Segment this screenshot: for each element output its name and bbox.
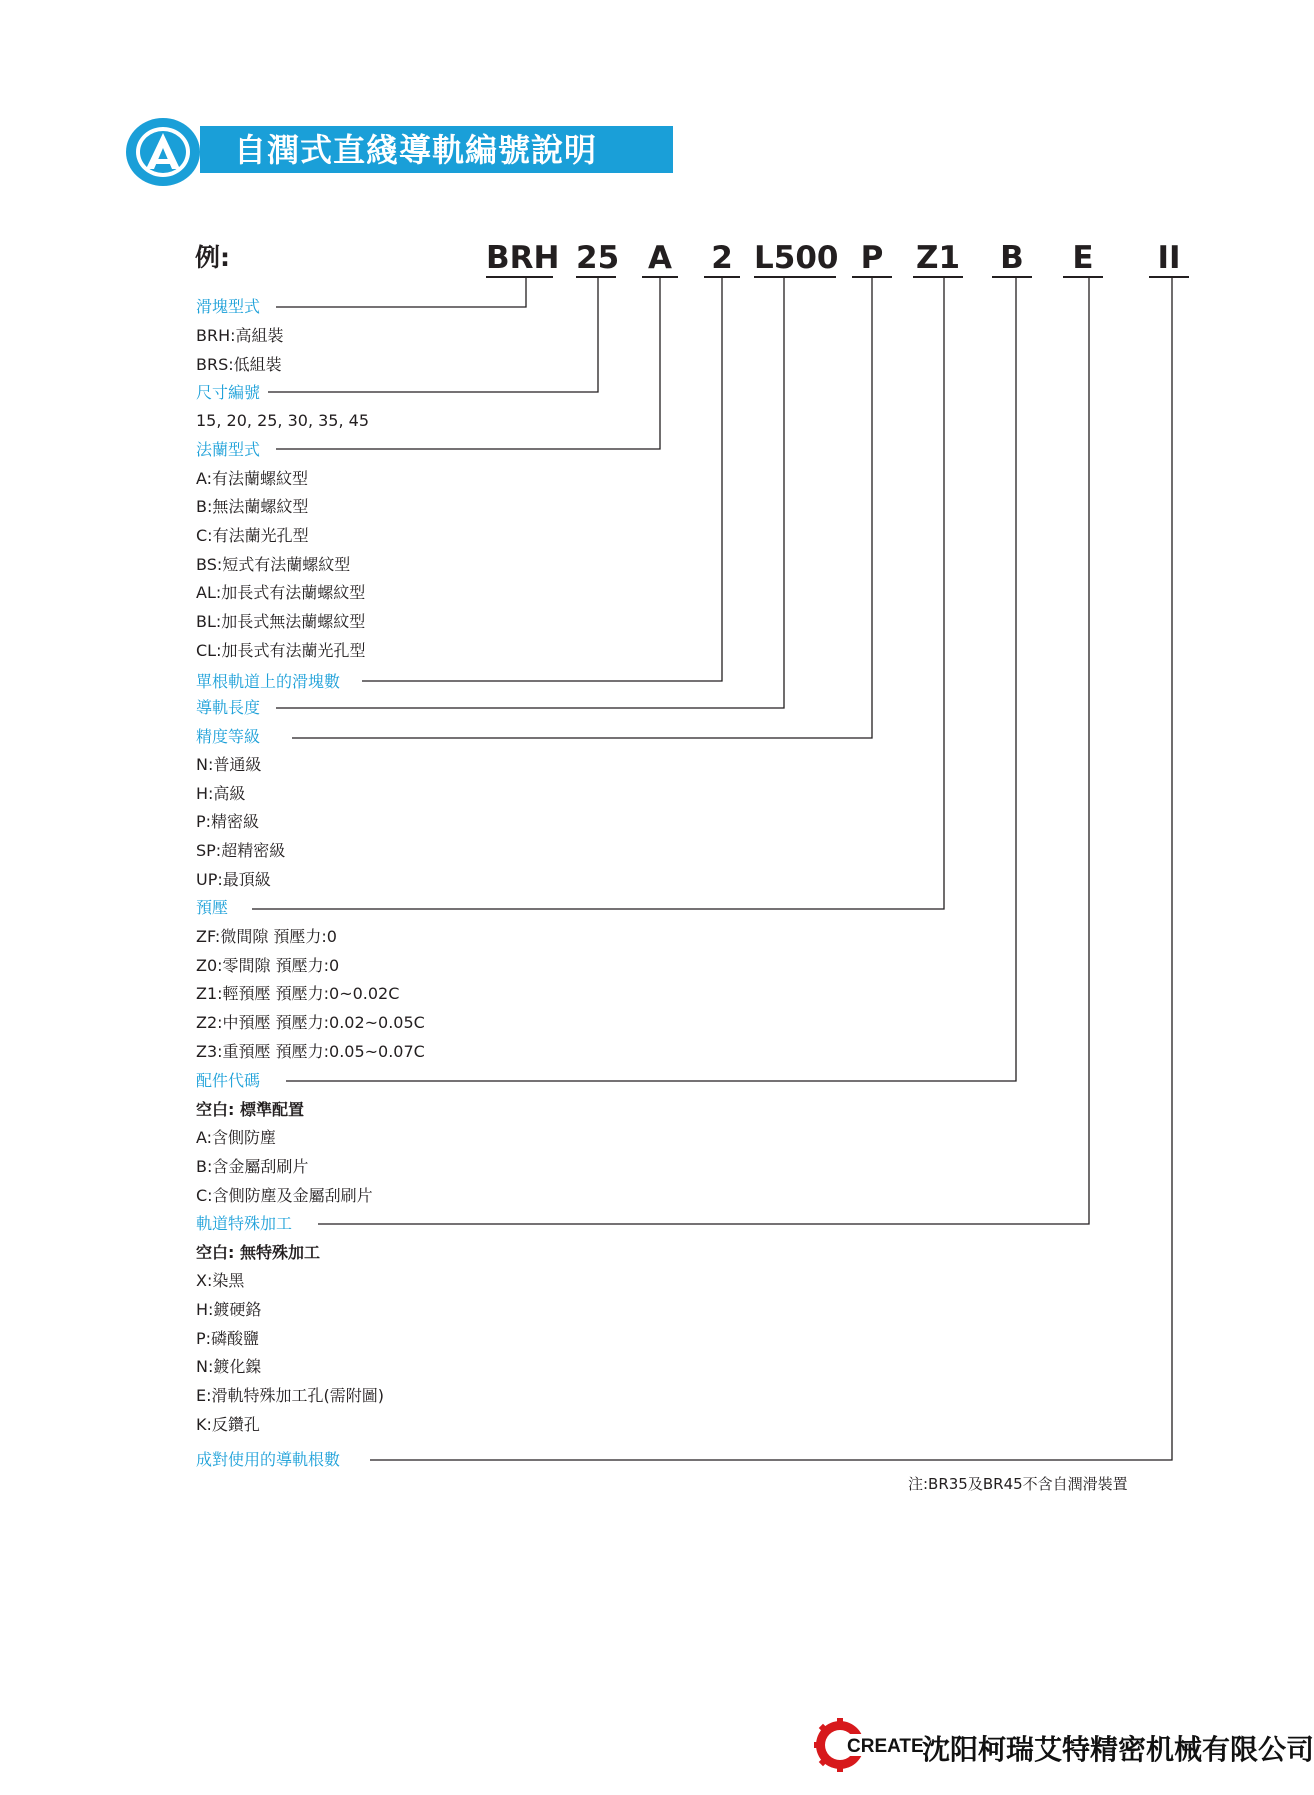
list-item: K:反鑽孔 [196, 1415, 260, 1434]
list-item: Z0:零間隙 預壓力:0 [196, 956, 340, 975]
code-flange: A [642, 240, 678, 278]
list-item: SP:超精密級 [196, 841, 286, 860]
list-item: AL:加長式有法蘭螺紋型 [196, 583, 366, 602]
list-item: P:精密級 [196, 812, 260, 831]
list-item: Z2:中預壓 預壓力:0.02~0.05C [196, 1013, 425, 1032]
section-title-preload: 預壓 [196, 898, 229, 917]
list-item: B:含金屬刮刷片 [196, 1157, 309, 1176]
list-item: B:無法蘭螺紋型 [196, 497, 309, 516]
list-item: Z1:輕預壓 預壓力:0~0.02C [196, 984, 400, 1003]
list-item: E:滑軌特殊加工孔(需附圖) [196, 1386, 384, 1405]
list-item: N:普通級 [196, 755, 262, 774]
list-item: BRS:低組裝 [196, 355, 282, 374]
list-item: A:有法蘭螺紋型 [196, 469, 309, 488]
example-label: 例: [195, 243, 230, 272]
list-item: C:有法蘭光孔型 [196, 526, 309, 545]
list-item: ZF:微間隙 預壓力:0 [196, 927, 337, 946]
company-name: 沈阳柯瑞艾特精密机械有限公司 [922, 1733, 1314, 1766]
list-item: H:高級 [196, 784, 246, 803]
list-item: X:染黑 [196, 1271, 245, 1290]
code-rail-quantity: II [1149, 240, 1189, 278]
code-rail-length: L500 [754, 240, 839, 276]
list-item: P:磷酸鹽 [196, 1329, 260, 1348]
section-title-block-type: 滑塊型式 [196, 297, 261, 316]
section-title-rail-process: 軌道特殊加工 [196, 1214, 293, 1233]
list-item: CL:加長式有法蘭光孔型 [196, 641, 366, 660]
code-accessory: B [992, 240, 1032, 278]
footnote: 注:BR35及BR45不含自潤滑裝置 [908, 1475, 1128, 1493]
section-title-rail-length: 導軌長度 [196, 698, 261, 717]
list-item: UP:最頂級 [196, 870, 271, 889]
list-item: BS:短式有法蘭螺紋型 [196, 555, 351, 574]
code-accuracy: P [852, 240, 892, 278]
list-item: C:含側防塵及金屬刮刷片 [196, 1186, 373, 1205]
section-title-size: 尺寸編號 [196, 383, 261, 402]
list-item: 15, 20, 25, 30, 35, 45 [196, 411, 370, 430]
page-title: 自潤式直綫導軌編號說明 [234, 131, 598, 169]
list-item: 空白: 無特殊加工 [196, 1243, 320, 1262]
code-block-count: 2 [704, 240, 740, 278]
svg-text:CREATE: CREATE [847, 1736, 924, 1757]
list-item: 空白: 標準配置 [196, 1100, 304, 1119]
list-item: Z3:重預壓 預壓力:0.05~0.07C [196, 1042, 425, 1061]
list-item: A:含側防塵 [196, 1128, 277, 1147]
code-rail-process: E [1063, 240, 1103, 278]
list-item: BL:加長式無法蘭螺紋型 [196, 612, 366, 631]
section-title-accessory: 配件代碼 [196, 1071, 261, 1090]
list-item: BRH:高組裝 [196, 326, 284, 345]
code-preload: Z1 [913, 240, 963, 278]
section-title-flange: 法蘭型式 [196, 440, 261, 459]
section-title-rail-quantity: 成對使用的導軌根數 [196, 1450, 341, 1469]
code-size: 25 [576, 240, 620, 276]
code-series: BRH [486, 240, 560, 276]
list-item: H:鍍硬鉻 [196, 1300, 262, 1319]
section-title-accuracy: 精度等級 [196, 727, 261, 746]
section-title-block-count: 單根軌道上的滑塊數 [196, 672, 341, 691]
list-item: N:鍍化鎳 [196, 1357, 262, 1376]
create-logo-icon [814, 1718, 924, 1772]
